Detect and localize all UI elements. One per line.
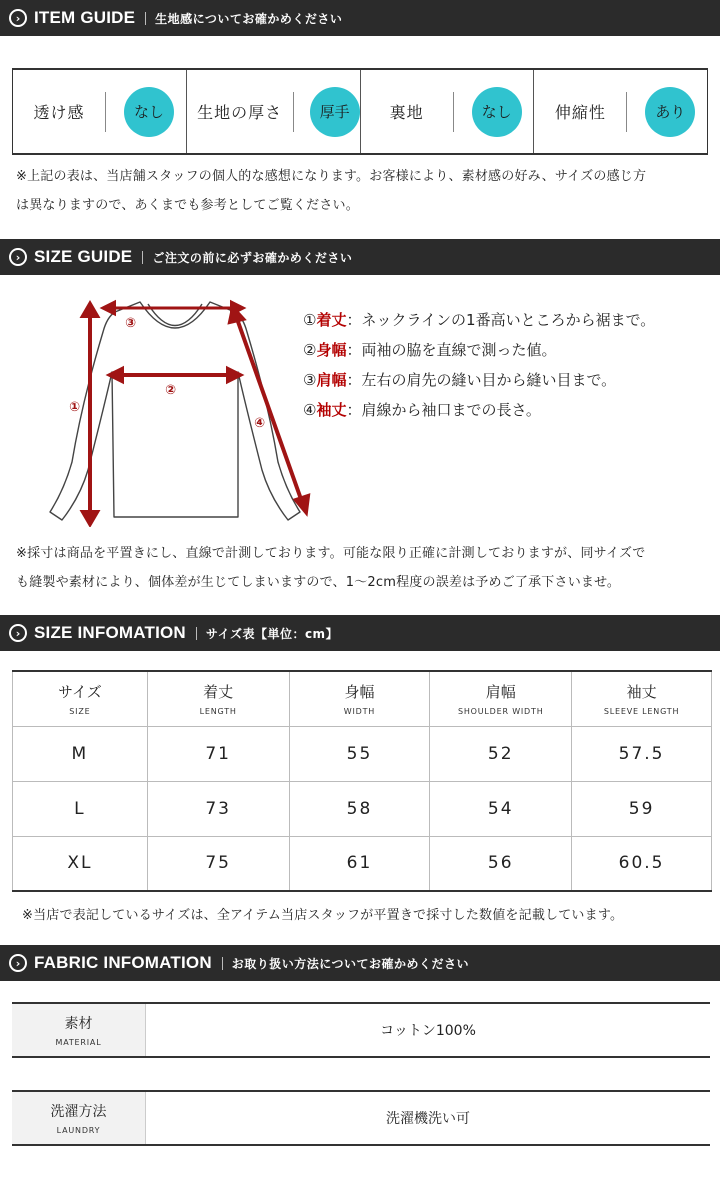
legend-desc: ：ネックラインの1番高いところから裾まで。 [346, 311, 656, 329]
size-info-note: ※当店で表記しているサイズは、全アイテム当店スタッフが平置きで採寸した数値を記載しています。 [22, 908, 624, 923]
divider [293, 92, 294, 132]
divider [142, 251, 143, 264]
legend-key: 肩幅 [316, 371, 347, 389]
divider [105, 92, 106, 132]
column-header: 肩幅 SHOULDER WIDTH [430, 671, 572, 726]
table-row [13, 836, 712, 891]
legend-num: ② [303, 341, 317, 359]
note-line: も縫製や素材により、個体差が生じてしまいますので、1〜2cm程度の誤差は予めご了承下さいませ。 [16, 575, 621, 590]
column-header: サイズ SIZE [13, 671, 148, 726]
size-guide-header [0, 239, 720, 275]
table-header-row [13, 671, 712, 726]
chevron-right-icon: › [9, 9, 27, 27]
item-guide-header [0, 0, 720, 36]
legend-row [303, 395, 655, 425]
table-cell: 55 [289, 726, 430, 781]
legend-row [303, 305, 655, 335]
size-table [12, 670, 712, 892]
section-title: SIZE GUIDE [34, 247, 133, 266]
header-jp: 洗濯方法 [50, 1104, 107, 1120]
table-cell: 57.5 [572, 726, 712, 781]
measurement-legend [303, 305, 655, 425]
header-en: LAUNDRY [56, 1126, 101, 1135]
guide-value-badge: 厚手 [310, 87, 360, 137]
table-cell: M [13, 726, 148, 781]
section-title: ITEM GUIDE [34, 8, 136, 27]
header-jp: 素材 [64, 1016, 93, 1032]
guide-label: 伸縮性 [554, 103, 606, 122]
size-guide-note [16, 539, 645, 597]
guide-cell-transparency [13, 70, 187, 153]
legend-num: ① [303, 311, 317, 329]
guide-cell-lining [361, 70, 535, 153]
table-cell: 58 [289, 781, 430, 836]
chevron-right-icon: › [9, 954, 27, 972]
material-value: コットン100% [380, 1023, 476, 1039]
legend-row [303, 335, 655, 365]
chevron-right-icon: › [9, 248, 27, 266]
table-cell: 61 [289, 836, 430, 891]
shirt-outline-icon [50, 302, 300, 520]
mark-shoulder: ③ [125, 316, 137, 331]
section-subtitle: 生地感についてお確かめください [155, 11, 343, 26]
laundry-header [12, 1092, 146, 1144]
arrow-head-icon [83, 512, 97, 524]
table-cell: 73 [147, 781, 289, 836]
guide-label: 透け感 [33, 103, 85, 122]
note-line: は異なりますので、あくまでも参考としてご覧ください。 [16, 198, 359, 213]
sleeve-arrow [236, 316, 302, 502]
measure-arrows [83, 303, 308, 524]
column-header: 着丈 LENGTH [147, 671, 289, 726]
note-line: ※採寸は商品を平置きにし、直線で計測しております。可能な限り正確に計測しておりますが、同サイズで [16, 546, 646, 561]
mark-length: ① [69, 400, 81, 415]
material-row [12, 1002, 710, 1058]
guide-value-badge: なし [124, 87, 174, 137]
column-header: 身幅 WIDTH [289, 671, 430, 726]
chevron-right-icon: › [9, 624, 27, 642]
divider [196, 627, 197, 640]
table-cell: XL [13, 836, 148, 891]
section-subtitle: サイズ表【単位：cm】 [205, 626, 339, 641]
size-info-header [0, 615, 720, 651]
guide-cell-thickness [187, 70, 361, 153]
table-row [13, 781, 712, 836]
laundry-row [12, 1090, 710, 1146]
guide-label: 裏地 [389, 103, 424, 122]
legend-num: ③ [303, 371, 317, 389]
material-header [12, 1004, 146, 1056]
guide-label: 生地の厚さ [197, 103, 283, 122]
legend-key: 袖丈 [316, 401, 347, 419]
legend-desc: ：左右の肩先の縫い目から縫い目まで。 [346, 371, 617, 389]
column-header: 袖丈 SLEEVE LENGTH [572, 671, 712, 726]
guide-value-badge: あり [645, 87, 695, 137]
table-cell: 52 [430, 726, 572, 781]
arrow-head-icon [83, 304, 97, 316]
guide-value-badge: なし [472, 87, 522, 137]
header-en: MATERIAL [55, 1038, 102, 1047]
legend-row [303, 365, 655, 395]
legend-num: ④ [303, 401, 317, 419]
item-guide-note [16, 162, 646, 220]
section-subtitle: お取り扱い方法についてお確かめください [231, 956, 470, 971]
table-cell: 75 [147, 836, 289, 891]
shirt-measurement-diagram [30, 292, 320, 527]
arrow-head-icon [104, 303, 114, 313]
table-cell: 59 [572, 781, 712, 836]
guide-cell-stretch [534, 70, 707, 153]
mark-width: ② [165, 383, 177, 398]
item-guide-table [12, 68, 708, 155]
laundry-value: 洗濯機洗い可 [386, 1111, 470, 1127]
legend-key: 着丈 [316, 311, 347, 329]
divider [626, 92, 627, 132]
section-title: SIZE INFOMATION [34, 623, 186, 642]
legend-desc: ：両袖の脇を直線で測った値。 [346, 341, 557, 359]
table-row [13, 726, 712, 781]
divider [453, 92, 454, 132]
table-cell: 60.5 [572, 836, 712, 891]
fabric-info-header [0, 945, 720, 981]
legend-key: 身幅 [316, 341, 347, 359]
table-cell: L [13, 781, 148, 836]
table-cell: 54 [430, 781, 572, 836]
table-cell: 71 [147, 726, 289, 781]
section-subtitle: ご注文の前に必ずお確かめください [152, 250, 353, 265]
table-cell: 56 [430, 836, 572, 891]
note-line: ※上記の表は、当店舗スタッフの個人的な感想になります。お客様により、素材感の好み、サイズの感じ方 [16, 169, 647, 184]
divider [222, 957, 223, 970]
mark-sleeve: ④ [254, 416, 266, 431]
section-title: FABRIC INFOMATION [34, 953, 212, 972]
legend-desc: ：肩線から袖口までの長さ。 [346, 401, 541, 419]
divider [145, 12, 146, 25]
